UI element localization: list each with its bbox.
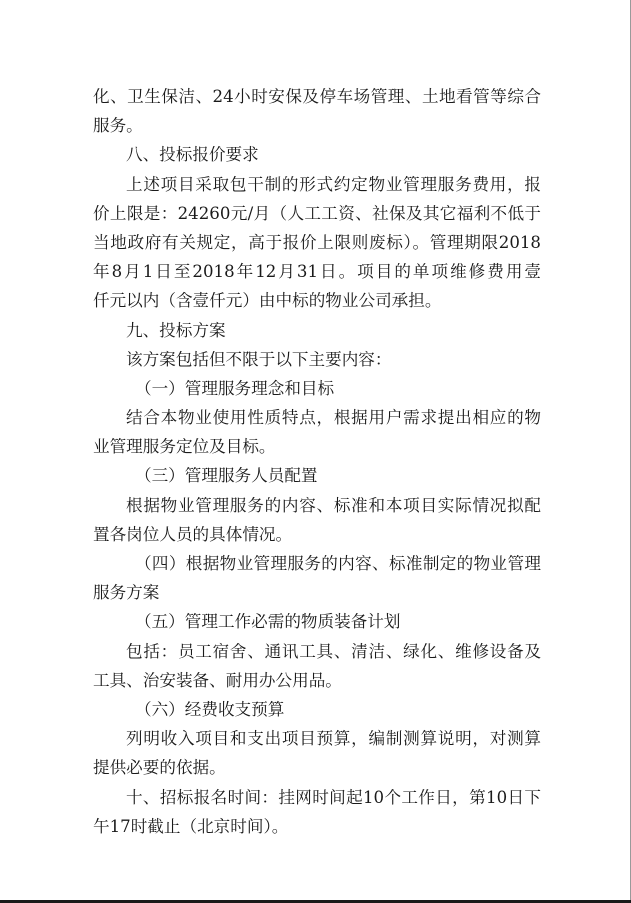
text-line: 提供必要的依据。 — [93, 758, 226, 778]
text-line: 该方案包括但不限于以下主要内容： — [126, 349, 392, 369]
text-line: （五）管理工作必需的物质装备计划 — [135, 612, 401, 632]
text-line: 价上限是：24260元/月（人工工资、社保及其它福利不低于 — [93, 203, 541, 223]
text-line: 业管理服务定位及目标。 — [93, 437, 276, 457]
text-line: 置各岗位人员的具体情况。 — [93, 524, 293, 544]
text-line: 服务。 — [93, 116, 143, 136]
text-line: 八、投标报价要求 — [126, 145, 259, 165]
text-line: 包括：员工宿舍、通讯工具、清洁、绿化、维修设备及 — [126, 641, 541, 661]
text-line: （三）管理服务人员配置 — [135, 466, 318, 486]
text-line: 列明收入项目和支出项目预算，编制测算说明，对测算 — [126, 729, 541, 749]
text-line: （四）根据物业管理服务的内容、标准制定的物业管理 — [135, 554, 541, 573]
text-line: （六）经费收支预算 — [135, 699, 285, 719]
text-line: 午17时截止（北京时间）。 — [93, 816, 289, 836]
text-line: 上述项目采取包干制的形式约定物业管理服务费用，报 — [126, 174, 541, 194]
text-line: 年8月1日至2018年12月31日。项目的单项维修费用壹 — [93, 262, 541, 282]
text-line: 九、投标方案 — [126, 320, 226, 340]
text-line: 当地政府有关规定，高于报价上限则废标）。管理期限2018 — [93, 232, 541, 252]
text-line: 服务方案 — [93, 583, 160, 603]
document-body — [93, 82, 541, 841]
text-line: 化、卫生保洁、24小时安保及停车场管理、土地看管等综合 — [93, 87, 541, 106]
text-line: 工具、治安装备、耐用办公用品。 — [93, 670, 342, 690]
text-line: 十、招标报名时间：挂网时间起10个工作日，第10日下 — [126, 787, 541, 807]
text-line: 结合本物业使用性质特点，根据用户需求提出相应的物 — [126, 408, 541, 428]
text-line: 根据物业管理服务的内容、标准和本项目实际情况拟配 — [126, 495, 541, 515]
text-line: （一）管理服务理念和目标 — [135, 378, 335, 398]
text-line: 仟元以内（含壹仟元）由中标的物业公司承担。 — [93, 291, 442, 311]
